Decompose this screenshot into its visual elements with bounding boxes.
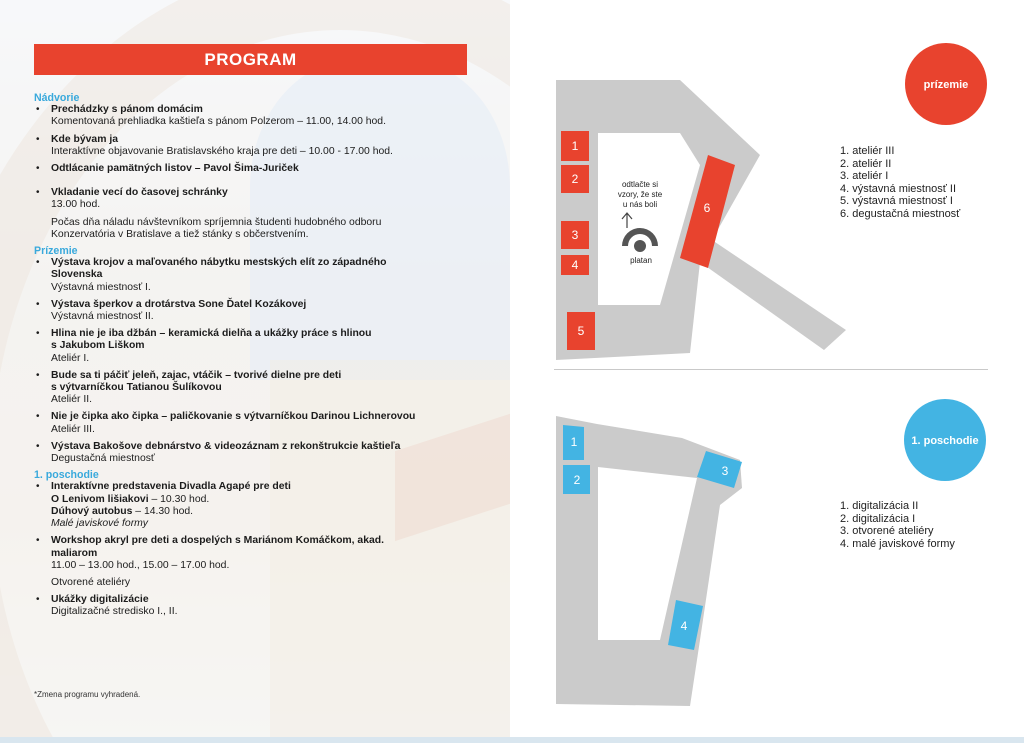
list-item: • Ukážky digitalizácie Digitalizačné stredisko I., II.	[36, 594, 178, 618]
footnote: *Zmena programu vyhradená.	[34, 690, 141, 699]
list-item: • Prechádzky s pánom domácim Komentovaná prehliadka kaštieľa s pánom Polzerom – 11.00, 14.00 hod.	[36, 104, 386, 128]
ground-floor-plan	[556, 80, 846, 360]
room-2-label: 2	[571, 172, 579, 186]
room-3-label: 3	[721, 464, 729, 478]
legend-item: 3. otvorené ateliéry	[840, 525, 934, 538]
bullet-icon: •	[36, 298, 40, 310]
legend-item: 4. výstavná miestnosť II	[840, 182, 957, 195]
room-3-label: 3	[571, 228, 579, 242]
list-item: • Odtlácanie pamätných listov – Pavol Šima-Juriček	[36, 163, 299, 175]
stamp-note-line-3: u nás boli	[622, 200, 658, 209]
room-2-label: 2	[573, 473, 581, 487]
first-floor-legend	[840, 500, 955, 550]
program-title: PROGRAM	[34, 44, 467, 75]
list-item: • Bude sa ti páčiť jeleň, zajac, vtáčik – tvorivé dielne pre deti s výtvarníčkou Tatianou Šulíkovou Ateliér II.	[36, 369, 342, 406]
legend-item: 1. digitalizácia II	[840, 500, 919, 512]
bullet-icon: •	[36, 133, 40, 145]
tree-label: platan	[630, 256, 652, 265]
list-item: • Kde bývam ja Interaktívne objavovanie Bratislavského kraja pre deti – 10.00 - 17.00 hod.	[36, 133, 393, 157]
legend-item: 4. malé javiskové formy	[840, 537, 955, 550]
room-6-label: 6	[703, 201, 711, 215]
legend-item: 2. digitalizácia I	[840, 512, 916, 525]
tree-trunk-icon	[634, 240, 646, 252]
first-floor-plan	[556, 416, 742, 706]
ground-floor-badge-label: prízemie	[923, 79, 969, 91]
section-nadvorie: Nádvorie	[34, 92, 80, 104]
list-item: • Nie je čipka ako čipka – paličkovanie s výtvarníčkou Darinou Lichnerovou Ateliér III.	[36, 411, 416, 435]
legend-item: 3. ateliér I	[840, 170, 889, 183]
section-poschodie: 1. poschodie	[34, 469, 99, 482]
first-floor-badge-label: 1. poschodie	[911, 435, 979, 447]
legend-item: 6. degustačná miestnosť	[840, 207, 961, 220]
ground-floor-legend	[840, 145, 960, 221]
list-item: • Hlina nie je iba džbán – keramická dielňa a ukážky práce s hlinou s Jakubom Liškom Ateliér I.	[36, 328, 372, 364]
section-prizemie: Prízemie	[34, 245, 78, 258]
room-1-label: 1	[570, 435, 578, 449]
bullet-icon: •	[36, 163, 40, 175]
bullet-icon: •	[36, 104, 40, 116]
floor-divider	[554, 369, 988, 370]
list-item: • Výstava Bakošove debnárstvo & videozáznam z rekonštrukcie kaštieľa Degustačná miestnosť	[36, 440, 401, 465]
bullet-icon: •	[36, 257, 40, 269]
bullet-icon: •	[36, 440, 40, 452]
list-item: • Výstava šperkov a drotárstva Sone Ďatel Kozákovej Výstavná miestnosť II.	[36, 298, 307, 323]
legend-item: 2. ateliér II	[840, 157, 892, 170]
bullet-icon: •	[36, 594, 40, 606]
arrow-icon	[622, 213, 632, 228]
stamp-note-line-1: odtlačte si	[621, 180, 659, 189]
list-item: • Interaktívne predstavenia Divadla Agapé pre deti O Lenivom lišiakovi – 10.30 hod. Dúhový autobus – 14.30 hod. Malé javiskové formy	[36, 481, 291, 530]
room-4-label: 4	[680, 619, 688, 633]
room-1-label: 1	[571, 139, 579, 153]
room-5-label: 5	[577, 324, 585, 338]
list-item: • Výstava krojov a maľovaného nábytku mestských elít zo západného Slovenska Výstavná miestnosť I.	[36, 257, 387, 293]
bullet-icon: •	[36, 328, 40, 340]
bullet-icon: •	[36, 481, 40, 493]
bullet-icon: •	[36, 187, 40, 199]
stamp-note-line-2: vzory, že ste	[617, 190, 663, 199]
room-4-label: 4	[571, 258, 579, 272]
list-item: • Workshop akryl pre deti a dospelých s Mariánom Komáčkom, akad. maliarom 11.00 – 13.00 hod., 15.00 – 17.00 hod. Otvorené ateliéry	[36, 535, 384, 588]
program-list	[34, 92, 494, 619]
legend-item: 1. ateliér III	[840, 145, 895, 157]
bullet-icon: •	[36, 411, 40, 423]
legend-item: 5. výstavná miestnosť I	[840, 195, 953, 208]
list-item: • Vkladanie vecí do časovej schránky 13.00 hod. Počas dňa náladu návštevníkom spríjemnia študenti hudobného odboru Konzervatória v Bratislave a tiež stánky s občerstvením.	[36, 187, 382, 240]
bullet-icon: •	[36, 535, 40, 547]
bullet-icon: •	[36, 369, 40, 381]
bottom-strip	[0, 737, 1024, 743]
